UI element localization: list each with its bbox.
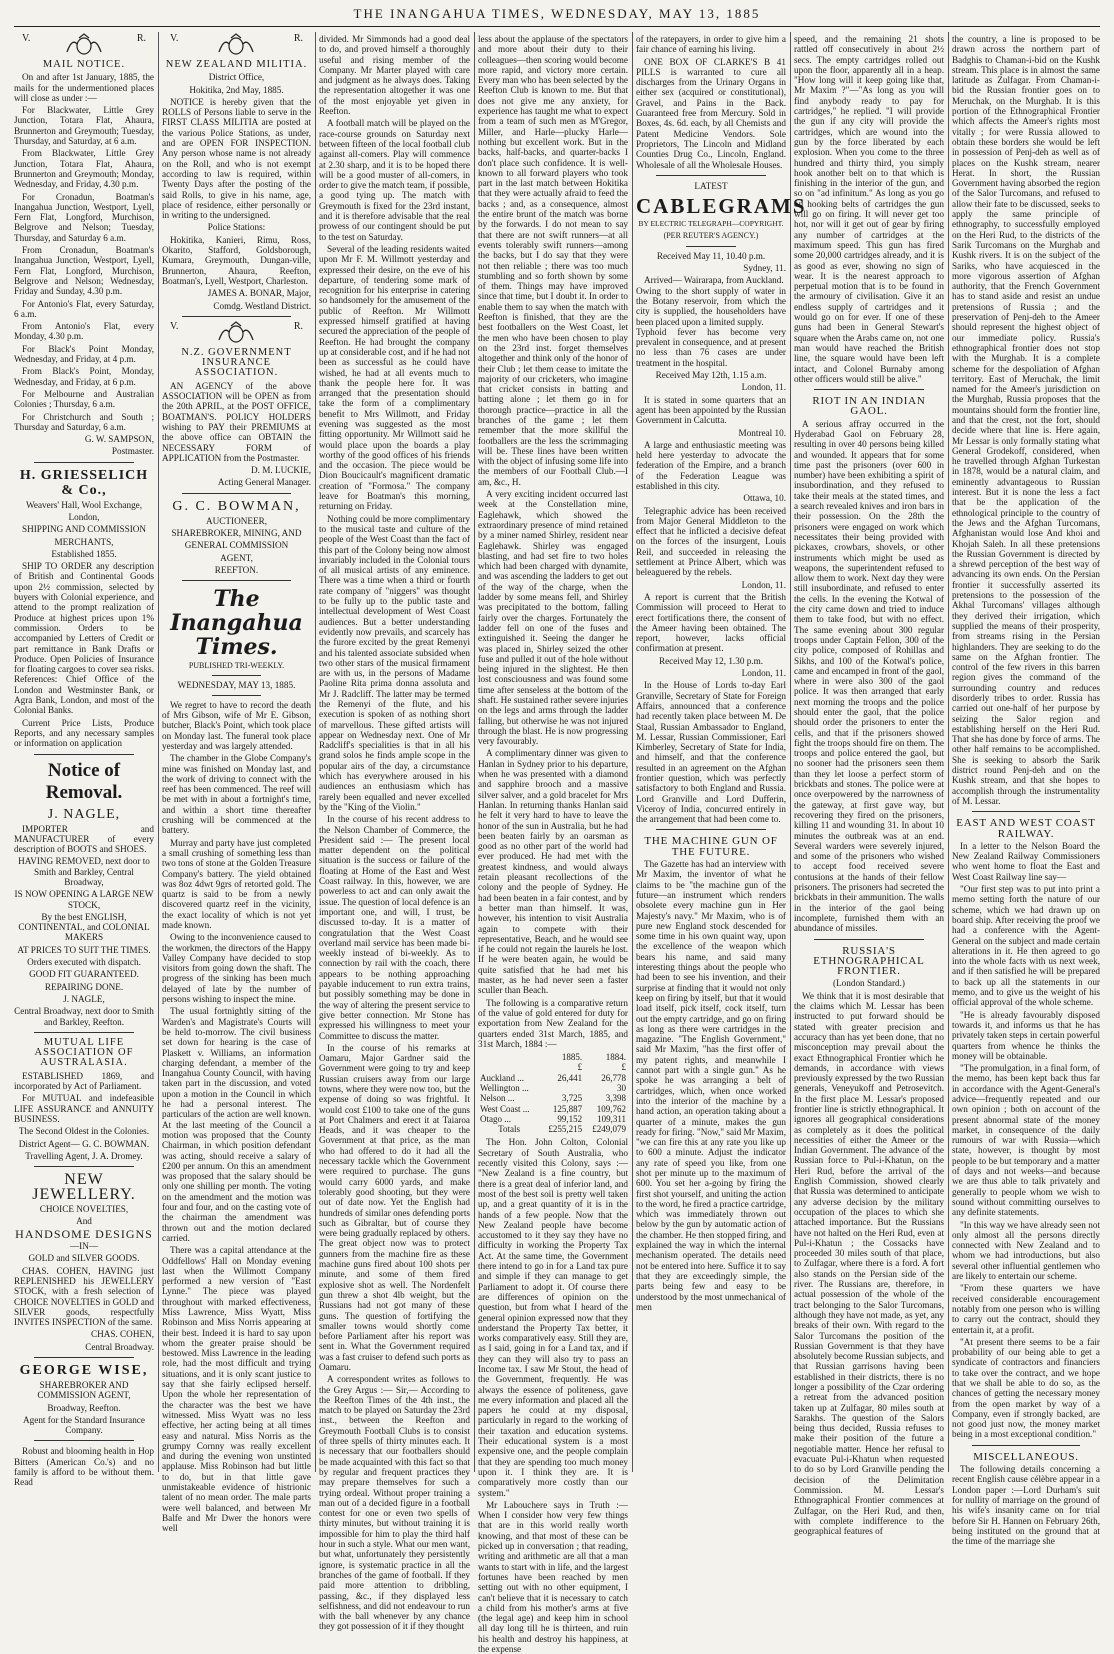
table-total-row [478, 1124, 628, 1134]
editorial-para: We regret to have to record the death of Mrs Gibson, wife of Mr E. Gibson, butcher, Black's Point, which took place on Monday last. The funeral took place yesterday and was largely attended. [162, 699, 311, 751]
wise-line: SHAREBROKER AND COMMISSION AGENT, [37, 1379, 131, 1401]
russia-source: (London Standard.) [833, 978, 905, 989]
cohen-signature: CHAS. COHEN, [90, 1329, 154, 1340]
cohen-address: Central Broadway. [85, 1341, 154, 1352]
section-rule [686, 246, 736, 247]
news-para: In a letter to the Nelson Board the New Zealand Railway Commissioners who went home to float the East and West Coast Railway line say— [952, 840, 1100, 882]
mail-para: For Black's Point Monday, Wednesday, and Friday, at 4 p.m. [14, 343, 154, 365]
news-para: The following is a comparative return of the value of gold entered for duty for exportation from New Zealand for the quarters ended 31st March, 1885, and 31st March, 1884 :— [478, 997, 628, 1049]
table-cell: £ [577, 1062, 583, 1073]
section-rule [34, 462, 134, 463]
news-para: The Hon. John Colton, Colonial Secretary of South Australia, who recently visited this Colony, says :— "New Zealand is a fine country, but there is a great deal of inferior land, and most of the best soil is pretty well taken up, and a great quantity of it is in the hands of a few people. Now that the New Zealand people have become accustomed to it they say they have no difficulty in working the Property Tax Act. At the same time, the Government there intend to go in for a Land tax pure and simple if they can manage to get Parliament to adopt it. Of course there are differences of opinion on the question, but from what I heard of the general opinion expressed now that they understand the Property Tax better, it works comparatively easy. Still they are, as I said, going in for a Land tax, and if they can they will also try to pass an Income tax. I saw Mr Stout, the head of the Government, frequently. He was always the essence of politeness, gave me every information and placed all the papers he could at my disposal, particularly in regard to the working of their taxation and education systems. Their educational system is a most expensive one, and the people complain that they are spending too much money upon it. I think they are. It is comparatively more costly than our system." [478, 1137, 628, 1498]
section-rule [972, 1445, 1080, 1446]
cable-place: London, 11. [741, 382, 786, 393]
column-divider [948, 32, 949, 1472]
editorial-para: Murray and party have just completed a small crushing of something less than two tons of stone at the Golden Treasure Company's battery. The yield obtained was 8oz 4dwt 9grs of retorted gold. The quartz is said to be from a newly discovered quartz reef in the vicinity, the exact locality of which is not yet made known. [162, 837, 311, 930]
section-rule [212, 675, 261, 676]
bowman-heading: G. C. BOWMAN, [172, 498, 301, 514]
section-rule [972, 811, 1080, 812]
table-cell: Nelson ... [480, 1093, 515, 1104]
table-cell: 30 [617, 1082, 626, 1093]
cohen-para: CHAS. COHEN, HAVING just REPLENISHED his JEWELLERY STOCK, with a fresh selection of CHOICE NOVELTIES in GOLD and SILVER goods, respectfully INVITES INSPECTION of the same. [14, 1265, 154, 1328]
royal-coat-of-arms-icon [216, 322, 256, 344]
crest-letter-v: V. [22, 33, 31, 44]
news-para: "From these quarters we have received considerable encouragement notably from one person who is willing to carry out the contract, should they entertain it, at a profit. [952, 1283, 1100, 1335]
cable-item [636, 251, 786, 368]
news-para: of the ratepayers, in order to give him a fair chance of earning his living. [636, 34, 786, 55]
news-para: Nothing could be more complimentary to the musical taste and culture of the people of the West Coast than the fact of this part of the Colony being now almost invariably included in the Colonial tours of all musical artists of any eminence. There was a time when a third or fourth rate company of "niggers" was thought to be fully up to the public taste and intellectual development of West Coast audiences. But a better understanding evidently now prevails, and scarcely has the furore excited by the great Remenyi and his talented associate subsided when two other stars of the musical firmament are with us, in the persons of Madame Paoline Rita prima donna assoluta and Mr J. Radcliff. The latter may be termed the Remenyi of the flute, and his execution is spoken of as nothing short of marvellous. These gifted artists will appear on Wednesday next. One of Mr Radcliff's specialities is that in all his grand solos he finds ample scope in the popular airs of the day, a circumstance which has everywhere aroused in his audiences an enthusiasm which has rarely been equalled and never excelled by the "King of the Violin." [319, 513, 470, 812]
removal-heading: Notice of Removal. [45, 759, 123, 803]
table-header-row [478, 1052, 628, 1062]
cable-received: Received May 12th, 1.15 a.m. [655, 370, 767, 381]
section-rule [182, 580, 291, 581]
masthead-rule [14, 26, 1100, 27]
militia-heading: NEW ZEALAND MILITIA. [165, 59, 308, 70]
mail-notice-body [14, 72, 154, 456]
mail-signature-title: Postmaster. [111, 446, 154, 457]
royal-crest-row [162, 322, 311, 344]
insurance-signature-title: Acting General Manager. [217, 477, 311, 488]
mail-para: From Antonio's Flat, every Monday, 4.30 p.m. [14, 321, 154, 342]
section-rule [34, 1032, 134, 1033]
cable-text: A large and enthusiastic meeting was held here yesterday to advocate the federation of the Empire, and a branch of the Federation League was established in this city. [636, 439, 786, 491]
news-para: A very exciting incident occurred last week at the Constellation mine, Eaglehawk, which showed the extraordinary presence of mind retained by a miner named Shirley, resident near Eaglehawk. Shirley was engaged blasting, and had set fire to two holes which had been charged with dynamite, and was ascending the ladders to get out of the way of the charge, when the ladder by some means fell, and Shirley was precipitated to the bottom, falling fairly over the charges. Fortunately the ladder fell on one of the fuses and extinguished it. Seeing the danger he was placed in, Shirley seized the other fuse and pulled it out of the hole without being injured in the slightest. He then lost consciousness and was found some time after senseless at the bottom of the shaft. He sustained rather severe injuries on the legs and arms through the ladder falling, but otherwise he was not injured through the blast. He is now progressing very favourably. [478, 489, 628, 747]
mail-para: For Blackwater, Little Grey Junction, Totara Flat, Ahaura, Brunnerton and Greymouth; Tuesday, Thursday, and Saturday, at 6 a.m. [14, 105, 154, 147]
clarke-pills-para: ONE BOX OF CLARKE'S B 41 PILLS is warranted to cure all discharges from the Urinary Organs in either sex (acquired or constitutional), Gravel, and Pains in the Back. Guaranteed free from Mercury. Sold in Boxes, 4s. 6d. each, by all Chemists and Patent Medicine Vendors. Sole Proprietors, The Lincoln and Midland Counties Drug Co., Lincoln, England. Wholesale of all the Wholesale Houses. [636, 56, 786, 170]
jewellery-line: GOLD and SILVER GOODS. [28, 1253, 140, 1264]
table-cell: £ [621, 1062, 626, 1073]
newspaper-subtitle: PUBLISHED TRI-WEEKLY. [188, 661, 285, 671]
nagle-para: IS NOW OPENING A LARGE NEW STOCK, [14, 889, 154, 910]
column-5 [636, 34, 807, 1470]
crest-letter-r: R. [293, 320, 303, 332]
griesselich-line: London, [68, 511, 100, 522]
cable-received: Received May 11, 10.40 p.m. [656, 250, 766, 261]
nagle-heading: J. NAGLE, [47, 806, 121, 822]
cable-item [636, 656, 786, 825]
mutual-life-para: ESTABLISHED 1869, and incorporated by Act of Parliament. [14, 1070, 154, 1092]
mail-para: For Antonio's Flat, every Saturday, 6 a.m. [14, 298, 154, 319]
column-divider [474, 32, 475, 1472]
cable-text: It is stated in some quarters that an agent has been appointed by the Russian Government in Calcutta. [636, 394, 786, 426]
nagle-para: REPAIRING DONE. [44, 981, 124, 992]
insurance-signature: D. M. LUCKIE, [251, 465, 311, 476]
table-cell: West Coast ... [480, 1103, 530, 1114]
table-cell: 3,398 [605, 1093, 626, 1104]
column-1 [14, 33, 154, 1488]
table-cell: 125,887 [552, 1103, 583, 1114]
news-para: the country, a line is proposed to be drawn across the northern part of Badghis to Chaman-i-bid on the Kushk stream. This place is in almost the same latitude as Zulfagar. From Chaman-i-bid the Russian frontier goes on to Meruchak, on the Murghab. It is this portion of the Ethnographical Frontier which affects the Ameer's rights most vitally ; for were Russia allowed to obtain these borders she would be left in possession of Penj-deh as well as of places on the Kushk stream, nearer Herat. In short, the Russian Government having absorbed the region of the Salor Turcomans, and refused to allow their fate to be discussed, seeks to apply the same principle of ethnography, to successfully employed on the Heri Rud, to the districts of the Sarik Turcomans on the Murghab and Kushk rivers. It is on the subject of the Sariks, who have acquiesced in the more vigorous assertion of Afghan authority, that the French Government has to stand aside and resist an undue pretensions of Russia ; and the preservation of Penj-deh to the Ameer should represent the highest object of our immediate policy. Russia's ethnographical frontier does not stop with the Murghab. It is a complete scheme for the despoliation of Afghan territory. East of Meruchak, the limit named for the Ameer's jurisdiction on the Murghab, Russia proposes that the mountains should form the frontier line, and that the crest, not the fort, should decide where that line is. Here again, Mr Lessar is only formally stating what General Grodekoff, considered, when he travelled through Afghan Turkestan in 1878, would be a natural claim, and eminently advantageous to Russian interest. But it is none the less a fact that be the application of the ethnological principle to the country of the Jews and the Afghan Turcomans, Afghanistan would lose And khoi and Khojah Saleh. In all these pretensions the Russian Government is directed by a shrewd perception of the best way of advancing its own ends. On the Persian frontier it successfully asserted its pretensions to the possession of the Akhal Turcomans' villages although they derived their irrigation, which supplied the means of their prosperity, from streams rising in the Persian highlanders. They are seeking to do the same on the Afghan frontier. The control of the few rivers in this barren region gives the command of the surrounding country and reduces disorderly tribes to order. Russia has carried out one-half of her purpose by seizing the Salor region and establishing herself on the Heri Rud. That she has done by force of arms. The other half remains to be accomplished. She is seeking to absorb the Sarik district round Penj-deh and on the Kushk stream, and that she hopes to accomplish through the instrumentality of M. Lessar. [952, 34, 1100, 806]
news-para: A serious affray occurred in the Hyderabad Gaol on February 28, resulting in over 40 persons being killed and wounded. It appears that for some time past the prisoners (over 600 in number) have been exhibiting a spirit of insubordination, and they refused to take their meals at the stated times, and a search revealed knives and iron bars in their possession. On the 28th the prisoners were engaged on work which necessitates their being provided with pickaxes, crowbars, shovels, or other instruments which might be used as weapons, the superintendent refused to allow them to work. Next day they were still insubordinate, and refused to enter the cells. In the evening the Kotwal of the city came down and tried to induce them to take food, but with no effect. The same evening about 300 regular troops under Captain Fellon, 300 of the city police, composed of Rohillas and Sikhs, and 100 of the Kotwal's police, came and encamped in front of the gaol, where in were also 300 of the gaol police. It was then arranged that early next morning the troops and the police should enter the gaol, that the police should order the prisoners to enter the cells, and that if the prisoners showed fight the troops should fire on them. The troops and police entered the gaol, but no sooner had the prisoners seen them than they let loose a perfect storm of brickbats and stones. The police were at once overpowered by the narrowness of the gateway, at first gave way, but recovering they fired on the prisoners, killing 11 and wounding 31. In about 10 minutes the outbreak was at an end. Several warders were severely injured, and some of the prisoners who wished to accept food received severe contusions at the hands of their fellow prisoners. The prisoners had secreted the brickbats in their ammunition. The walls in the interior of the gaol being incomplete, furnished them with an abundance of missiles. [794, 418, 944, 934]
column-4 [478, 34, 628, 1654]
bowman-line: REEFTON. [214, 564, 259, 575]
cable-item [636, 428, 786, 492]
column-divider [158, 32, 159, 1472]
table-cell: 109,762 [596, 1103, 626, 1114]
cablegrams-latest: LATEST [694, 180, 728, 191]
column-divider [315, 32, 316, 1472]
column-6 [794, 34, 944, 1537]
table-cell: 26,778 [601, 1072, 626, 1083]
militia-stations: Hokitika, Kanieri, Rimu, Ross, Okarito, Stafford, Goldsborough, Kumara, Greymouth, Dungan-ville, Brunnerton, Ahaura, Reefton, Boatman's, Lyell, Westport, Charleston. [162, 234, 311, 286]
machine-gun-heading: THE MACHINE GUN OF THE FUTURE. [644, 835, 778, 858]
section-rule [212, 695, 261, 696]
table-cell: 3,725 [561, 1093, 583, 1104]
table-currency-row [478, 1062, 628, 1072]
table-row [478, 1104, 628, 1114]
insurance-heading: N.Z. GOVERNMENT INSURANCE ASSOCIATION. [181, 346, 292, 379]
newspaper-date: WEDNESDAY, MAY 13, 1885. [177, 680, 296, 691]
cable-text: A report is current that the British Commission will proceed to Herat to erect fortifications there, the consent of the Ameer having been obtained. The report, however, lacks official confirmation at present. [636, 591, 786, 654]
nagle-para: Orders executed with dispatch. [27, 957, 141, 968]
cable-place: Sydney, 11. [743, 263, 786, 274]
column-3 [319, 34, 470, 1632]
militia-date: Hokitika, 2nd May, 1885. [189, 84, 284, 95]
nagle-para: AT PRICES TO SUIT THE TIMES. [17, 944, 151, 955]
table-row [478, 1083, 628, 1093]
section-rule [814, 939, 924, 940]
news-para: "In this way we have already seen not only almost all the persons directly connected with New Zealand and to whom we had introductions, but also several other influential gentlemen who are likely to entertain our scheme. [952, 1219, 1100, 1282]
cable-place: Montreal 10. [738, 427, 786, 438]
jewellery-heading: NEW JEWELLERY. [32, 1171, 136, 1204]
news-para: We think that it is most desirable that the claims which M. Lessar has been instructed to put forward should be stated with greater precision and accuracy than has yet been done, that no misconception may prevail about the exact Ethnographical Frontier which he demands, in accordance with views previously expressed by the two Russian generals, Veneyukoff and Petrosevitch. In the first place M. Lessar's proposed frontier line is strictly ethnographical. It ignores all geographical considerations as completely as it does the political necessities of either the Ameer or the Indian Government. The advance of the Russian force to Pul-i-Khatun, on the Heri Rud, before the arrival of the English Commission, showed clearly that Russia was determined to anticipate any adverse decision by the military occupation of the places to which she attached importance. But the Russians have not halted on the Heri Rud, even at Pul-i-Khatun ; the Cossacks have proceeded 30 miles south of that place, to Zulfagar, where there is a ford. A fort also stands on the Persian side of the river. The Russians are, therefore, in actual possession of the whole of the tract belonging to the Salor Turcomans, although they have not made, as yet, any breaks of their own. With regard to the Salor Turcomans the position of the Russian Government is that they have absolutely become Russian subjects, and that Russian garrisons having been established in their districts, there is no longer a possibility of the Czar ordering a retreat from the advanced position taken up at Zulfagar, 80 miles south at Sarakhs. The question of the Salors being thus decided, Russia refuses to make their position of the future a negotiable matter. Hence her refusal to evacuate Pul-i-Khatun when requested to do so by Lord Granville pending the decision of the Delimitation Commission. M. Lessar's Ethnographical Frontier commences at Zulfagar, on the Heri Rud, and then, with complete indifference to the geographical features of [794, 990, 944, 1537]
section-rule [34, 1440, 134, 1441]
section-rule [656, 175, 766, 176]
news-para: In the course of his recent address to the Nelson Chamber of Commerce, the President said :— The present local matter dependent on the political situation is the success or failure of the floating at Home of the East and West Coast railway. In this, however, we are powerless to act and can only await the issue. The question of local defence is an important one, and will, I trust, be discussed to-day. It is a matter of congratulation that the West Coast overland mail service has been made bi-weekly instead of bi-weekly. As to connection by rail with the coach, there appears to be nothing approaching payable inducement to run extra trains, but possibly something may be done in the way of altering the present service to give better connection. Mr Stone has expressed his willingness to meet your Committee to discuss the matter. [319, 814, 470, 1041]
railway-heading: EAST AND WEST COAST RAILWAY. [956, 817, 1096, 840]
royal-crest-row [162, 34, 311, 56]
russia-heading: RUSSIA'S ETHNOGRAPHICAL FRONTIER. [813, 944, 925, 978]
mutual-life-para: District Agent— G. C. BOWMAN. [18, 1138, 150, 1149]
news-para: A correspondent writes as follows to the Grey Argus :— Sir,— According to the Reefton Times of the 4th inst., the match to be played on Saturday the 23rd inst., between the Reefton and Greymouth Football Clubs is to consist of three spells of thirty minutes each. It is necessary that our footballers should be made acquainted with this fact so that by regular and frequent practices they may prepare themselves for such a trying ordeal. Without proper training a man out of a decided figure in a football contest for one or even two spells of thirty minutes, but without training it is impossible for him to play the third half hour in such a style. What our men want, but what, unfortunately they persistently ignore, is systematic practice in all the branches of the game of football. If they paid more attention to dribbling, passing, &c., if they displayed less selfishness, and did not endeavour to run with the ball whenever by any chance they got possession of it if they thought [319, 1374, 470, 1632]
news-para: "The promulgation, in a final form, of the memo, has been kept back thus far in accordance with the Agent-General's advice—frequently repeated and our own opinion ; both on account of the present abnormal state of the money market, in consequence of the daily rumours of war with Russia—which state, however, is thought by most people to be but temporary and a matter of days and not weeks—and because we are thus able to talk privately and generally to people whom we wish to sound without committing ourselves to any definite statements. [952, 1063, 1100, 1218]
news-para: Several of the leading residents waited upon Mr F. M. Willmott yesterday and expressed their desire, on the eve of his departure, of tendering some mark of recognition for his enterprise in catering so handsomely for the amusement of the public of Reefton. Mr Willmott expressed himself gratified at having secured the appreciation of the people of Reefton. He had brought the company up at considerable cost, and if he had not been as successful as he could have wished, he had at all events much to thank the people here for. It was arranged that the presentation should take the form of a complimentary benefit to Mrs Willmott, and Friday evening was suggested as the most fitting opportunity. Mr Willmott said he would place upon the boards a play worthy of the good offices of his friends and the occasion. The piece would be Dion Boucicault's magnificent dramatic creation of "Formosa." The company leave for Boatman's this morning, returning on Friday. [319, 243, 470, 512]
mutual-life-para: For MUTUAL and indefeasible LIFE ASSURANCE and ANNUITY BUSINESS. [14, 1093, 154, 1124]
cable-place: London, 11. [741, 668, 786, 679]
table-row [478, 1073, 628, 1083]
nagle-para: GOOD FIT GUARANTEED. [29, 969, 139, 980]
table-cell: Auckland ... [480, 1072, 524, 1083]
section-rule [182, 316, 291, 317]
nagle-para: IMPORTER and MANUFACTURER of every description of BOOTS and SHOES. [14, 823, 154, 855]
cable-text: Telegraphic advice has been received from Major General Middleton to the effect that he inflicted a decisive defeat on the forces of the insurgent, Louis Reil, and succeeded in releasing the settlement at Prince Albert, which was beleaguered by the rebels. [636, 505, 786, 578]
wise-line: Agent for the Standard Insurance Company. [23, 1414, 145, 1436]
cablegrams-subtitle: BY ELECTRIC TELEGRAPH—COPYRIGHT. [638, 219, 784, 229]
table-cell: 26,441 [557, 1072, 583, 1083]
wise-heading: GEORGE WISE, [19, 1362, 149, 1378]
royal-coat-of-arms-icon [64, 34, 104, 56]
table-header-cell: 1885. [561, 1052, 583, 1063]
jewellery-line: And [76, 1216, 92, 1227]
griesselich-line: SHIPPING AND COMMISSION [21, 524, 147, 535]
table-header-cell: 1884. [605, 1052, 626, 1063]
column-divider [790, 32, 791, 1472]
news-para: divided. Mr Simmonds had a good deal to do, and proved himself a thoroughly useful and rising member of the Company. Mr Marter played with care and judgment as he always does. Taking the representation altogether it was one of the most enjoyable yet given in Reefton. [319, 34, 470, 117]
bowman-line: SHAREBROKER, MINING, AND [171, 527, 302, 538]
table-cell: Wellington ... [480, 1082, 529, 1093]
table-row [478, 1114, 628, 1124]
wise-line: Broadway, Reefton. [47, 1402, 121, 1413]
cable-item [636, 370, 786, 425]
news-para: "Our first step was to put into print a memo setting forth the nature of our scheme, which we had drawn up on board ship. After receiving the proof we had a conference with the Agent-General on the subject and made certain alterations in it. He then agreed to go into the whole facts with us next week, and if then satisfied he will be prepared to back up all the statements in our memo, and to give us the weight of his official approval of the whole scheme. [952, 884, 1100, 1008]
mail-signature: G. W. SAMPSON, [84, 434, 154, 445]
jewellery-line: CHOICE NOVELTIES, [39, 1204, 129, 1215]
gold-export-table [478, 1052, 628, 1134]
section-rule [814, 389, 924, 390]
table-cell: 99,152 [557, 1113, 583, 1124]
bowman-line: AGENT, [220, 552, 253, 563]
griesselich-line: Established 1855. [51, 548, 117, 559]
editorial-para: The usual fortnightly sitting of the Warden's and Magistrate's Courts will be held to-morrow. The civil business set down for hearing is the case of Plaskett v. Williams, an information charging defendant, a member of the Inangahua County Council, with having taken part in the discussion, and voted upon a motion in the Council in which he had a personal interest. The particulars of the action are well known. At the last meeting of the Council a motion was proposed that the County Chairman, in which position defendant was acting, should receive a salary of £200 per annum. On this an amendment was proposed that the salary should be only one shilling per month. The voting on the amendment and the motion was four and four, and on the casting vote of the chairman the amendment was thrown out and the motion declared carried. [162, 1006, 311, 1243]
nagle-address: Central Broadway, next door to Smith and Barkley, Reefton. [14, 1006, 154, 1027]
news-para: less about the applause of the spectators and more about their duty to their colleagues—then scoring would become more rapid, and victory more certain. Every man who has been selected by the Reefton Club is known to me. But that does not give me any anxiety, for experience has taught me what to expect from a team of such men as M'Gregor, Miller, and Harle—plucky Harle—nothing but excellent work. But in the backs, half-backs, and quarter-backs I don't place such confidence. It is well-known to all forward players who took part in the last match between Hokitika that they were actually afraid to feed the backs ; and, as a consequence, almost the entire brunt of the match was borne by the forwards. I do not mean to say that there are not swift runners—at all events tolerably swift runners—among the backs, but I do say that they were not then reliable ; there was too much stumbling and so forth shown by some of them. Things may have improved since that time, but I doubt it. In order to enable them to say when the match with Reefton is finished, that they are the best footballers on the West Coast, let the men who have been chosen to play on the 23rd inst. forget themselves altogether and think only of the honor of their Club ; let them cease to imitate the majority of our cricketers, who imagine that cricket consists in batting and batting alone ; let them go in for thorough practice—practice in all the branches of the game ; let them remember that the more skillful the footballers are the less the scrimmaging will be. These lines have been written with the object of infusing some life into the members of our Football Club.—I am, &c., H. [478, 34, 628, 487]
militia-para: NOTICE is hereby given that the ROLLS of Persons liable to serve in the FIRST CLASS MILITIA are posted at the various Police Stations, as under, and are OPEN FOR INSPECTION. Any person whose name is not already on the Roll, and who is not exempt according to law is required, within Twenty Days after the posting of the said Rolls, to give in his name, age, place of residence, either personally or in writing to the undersigned. [162, 96, 311, 221]
riot-heading: RIOT IN AN INDIAN GAOL. [812, 395, 926, 418]
griesselich-line: MERCHANTS, [54, 536, 114, 547]
militia-office: District Office, [208, 72, 265, 83]
table-cell: £249,079 [592, 1124, 626, 1135]
crest-letter-r: R. [136, 33, 146, 44]
cable-place: London, 11. [741, 579, 786, 590]
table-cell [540, 1083, 584, 1093]
page-masthead: THE INANGAHUA TIMES, WEDNESDAY, MAY 13, 1885 [353, 6, 761, 21]
cablegrams-agency: (PER REUTER'S AGENCY.) [663, 231, 759, 241]
column-7 [952, 34, 1100, 1547]
nagle-signature: J. NAGLE, [63, 993, 105, 1004]
newspaper-title: The Inangahua Times. [170, 586, 303, 661]
griesselich-para: SHIP TO ORDER any description of British and Continental Goods upon 2½ commission, selected by buyers with Colonial experience, and attend to the prompt realization of Produce at highest prices upon 1% commission. Orders to be accompanied by Letters of Credit or part remittance in Bank Drafts or Produce. Open Policies of Insurance for floating cargoes to cover sea risks. References: Chief Office of the London and Westminster Bank, or Agra Bank, London, and most of the Colonial Banks. [14, 561, 154, 716]
griesselich-line: Weavers' Hall, Wool Exchange, [25, 499, 143, 510]
editorial-para: Owing to the inconvenience caused to the workmen, the directors of the Happy Valley Company have decided to stop visitors from going down the shaft. The progress of the sinking has been much delayed of late by the number of persons wishing to inspect the mine. [162, 932, 311, 1005]
royal-coat-of-arms-icon [216, 34, 256, 56]
mail-para: For Cronadun, Boatman's Inangahua Junction, Westport, Lyell, Fern Flat, Longford, Murchison, Belgrove and Nelson; Tuesday, Thursday, and Saturday 6 a.m. [14, 191, 154, 243]
jewellery-line: HANDSOME DESIGNS [15, 1226, 153, 1241]
cablegrams-heading: CABLEGRAMS [636, 194, 807, 219]
cable-item [636, 493, 786, 577]
griesselich-heading: H. GRIESSELICH & Co., [19, 467, 149, 498]
cable-place: Ottawa, 10. [743, 493, 786, 504]
news-para: "He is already favourably disposed towards it, and informs us that he has privately taken steps in certain powerful quarters from whence he thinks the money will be obtainable. [952, 1009, 1100, 1061]
mutual-life-para: The Second Oldest in the Colonies. [18, 1126, 150, 1137]
section-rule [656, 829, 766, 830]
militia-signature-title: Comdg. Westland District. [213, 300, 311, 311]
section-rule [34, 1357, 134, 1358]
insurance-para: AN AGENCY of the above ASSOCIATION will be OPEN as from the 20th APRIL, at the POST OFFICE, BOATMAN'S. POLICY HOLDERS wishing to PAY their PREMIUMS at the above office can OBTAIN the NECESSARY FORM of APPLICATION from the Postmaster. [162, 380, 311, 463]
column-divider [632, 32, 633, 1472]
news-para: The following details concerning a recent English cause célèbre appear in a London paper :—Lord Durham's suit for nullity of marriage on the ground of his wife's insanity came on for trial before Sir H. Hannen on February 26th, being instituted on the ground that at the time of the marriage she [952, 1464, 1100, 1547]
editorial-para: There was a capital attendance at the Oddfellows' Hall on Monday evening last when the Willmott Company performed a new version of "East Lynne." The piece was played throughout with marked effectiveness, Miss Lawrence, Miss Wyatt, Miss Robinson and Miss Norris appearing at their best. Indeed it is hard to say upon whom the greater praise should be bestowed. Miss Lawrence in the leading role, had the most difficult and trying situations, and it is only scant justice to say that she fairly eclipsed herself. Upon the whole her representation of the character was the best we have witnessed. Miss Wyatt was no less effective, her acting being at all times easy and natural. Miss Norris as the grumpy Cornny was really excellent and during the evening won unstinted applause. Miss Robinson had but little to do, but in that little gave unmistakeable evidence of histrionic talent of no mean order. The male parts were well balanced, and between Mr Balfe and Mr Dwer the honors were well [162, 1245, 311, 1534]
nagle-para: By the best ENGLISH, CONTINENTAL, and COLONIAL MAKERS [18, 911, 150, 943]
cable-received: Received May 12, 1.30 p.m. [658, 655, 764, 666]
jewellery-line: —IN— [69, 1241, 99, 1252]
cable-item [636, 580, 786, 654]
bowman-line: GENERAL COMMISSION [184, 540, 289, 551]
cable-text: In the House of Lords to-day Earl Granville, Secretary of State for Foreign Affairs, announced that a conference had recently taken place between M. De Staal, Russian Ambassador to England, M. Lessar, Russian Commissioner, Earl Kimberley, Secretary of State for India, and himself, and that the conference resulted in an agreement on the Afghan frontier question, which was perfectly satisfactory to both England and Russia. Lord Granville and Lord Dufferin, Viceroy of India, concurred entirely in the arrangement that had been come to. [636, 680, 786, 825]
miscellaneous-heading: MISCELLANEOUS. [973, 1450, 1079, 1463]
mail-notice-heading: MAIL NOTICE. [42, 59, 126, 70]
news-para: speed, and the remaining 21 shots rattled off consecutively in about 2½ secs. The empty cartridges rolled out upon the floor, apparently all in a heap. "How long will it keep going like that, Mr Maxim ?"—"As long as you will find anybody ready to pay for cartridges," he replied. "I will provide the gun if any city will provide the cartridges, which are wound into the gun by the force liberated by each explosion. When you come to the three hundred and thirty third, you simply hook another belt on to that which is finishing in the interior of the gun, and so on "ad infinitum." As long as you go on hooking belts of cartridges the gun will go on firing. It will never get too hot, nor will it get out of gear by firing any number of cartridges at the maximum speed. This gun has fired some 20,000 cartridges already, and it is as good as ever, showing no sign of wear. It is the nearest approach to perpetual motion that is to be found in the armoury of civilisation. Give it an endless supply of cartridges and it would go on for ever. If one of these guns had been in General Stewart's square when the Arabs came on, not one man would have reached the British line, the square would have been left intact, and Colonel Burnaby among other officers would still be alive." [794, 34, 944, 384]
news-para: In the course of his remarks at Oamaru, Major Gardner said the Government were going to try and keep Russian cruisers away from our large towns, where they were now too, but the expense of doing so was frightful. It would cost £100 to take one of the guns at Port Chalmers and erect it at Taiaroa Heads, and it was cheaper to the Government at that price, as the man who had offered to do it had all the necessary tackle which the Government were required to purchase. The guns would carry 6000 yards, and make tolerably good shooting, but they were out of date now. Yet the English had hundreds of similar ones defending ports such as Gibraltar, but of course they were being gradually replaced by others. The great object now was to protect gunners from the machine fire as these machine guns fired about 100 shots per minute, and some of them fired explosive shot as well. The Nordenfelt gun threw a shot 4lb weight, but the Russians had not got many of these guns. The question of fortifying the smaller towns would shortly come before Parliament after his report was sent in. What the Government required was a fast cruiser to defend such ports as Oamaru. [319, 1042, 470, 1372]
mutual-life-heading: MUTUAL LIFE ASSOCIATION OF AUSTRALASIA. [34, 1036, 134, 1069]
cable-text: Arrived— Wairarapa, from Auckland. Owing to the short supply of water in the Botany reservoir, from which the city is supplied, the householders have been placed upon a limited supply. Typhoid fever has become very prevalent in consequence, and at present no less than 76 cases are under treatment in the hospital. [636, 275, 786, 368]
nagle-para: HAVING REMOVED, next door to Smith and Barkley, Central Broadway, [18, 856, 150, 887]
mutual-life-para: Travelling Agent, J. A. Dromey. [25, 1150, 143, 1161]
mail-para: For Melbourne and Australian Colonies ; Thursday, 6 a.m. [14, 388, 154, 410]
royal-crest-row [14, 34, 154, 56]
crest-letter-v: V. [170, 33, 179, 44]
news-para: Mr Labouchere says in Truth :— When I consider how very few things that are in this world really worth knowing, and that most of these can be picked up in conversation ; that reading, writing and arithmetic are all that a man wants to start with in life, and the largest fortunes have been reached by men setting out with no other equipment, I can't believe that it is necessary to catch a child from his mother's arms at five (the legal age) and keep him in school all day long till he is thirteen, and ruin his health and destroy his happiness, at the expense [478, 1499, 628, 1654]
section-rule [34, 1166, 134, 1167]
table-cell: Otago ... [480, 1113, 511, 1124]
hop-bitters-para: Robust and blooming health in Hop Bitters (American Co.'s) and no family is afford to be without them. Read [14, 1446, 154, 1488]
mail-para: On and after 1st January, 1885, the mails for the undermentioned places will close as under :— [14, 72, 154, 103]
crest-letter-r: R. [293, 33, 303, 44]
news-para: A complimentary dinner was given to Hanlan in Sydney prior to his departure, when he was presented with a diamond and sapphire brooch and a massive silver salver, and a gold bracelet for Mrs Hanlan. In returning thanks Hanlan said he felt it very hard to have to leave the honor of the sun in Australia, but he had been beaten fairly by an oarsman as good as no other part of the world had ever produced. He had met with the greatest kindness, and would always retain pleasant recollections of the colony and the people of Sydney. He had been beaten in a fair contest, and by a better man than himself. It was, however, his intention to visit Australia again to compete with their representative, Beach, and he would see if he could not regain the laurels he lost. If he were beaten again, he would be quite satisfied that he had met his master, as he had never seen a faster sculler than Beach. [478, 748, 628, 996]
section-rule [182, 493, 291, 494]
crest-letter-v: V. [170, 320, 179, 332]
militia-stations-heading: Police Stations: [207, 222, 266, 233]
news-para: "At present there seems to be a fair probability of our being able to get a syndicate of contractors and financiers to take over the contract, and we hope that we shall be able to do so, as the chances of getting the necessary money from the open market by way of a Company, even if strongly backed, are not good just now, the money market being in a most exceptional condition." [952, 1336, 1100, 1440]
table-cell: Totals [498, 1124, 521, 1135]
news-para: The Gazette has had an interview with Mr Maxim, the inventor of what he claims to be "the machine gun of the future—an instrument which renders obsolete every machine gun in Her Majesty's navy." Mr Maxim, who is of pure new England stock descended for some time in his own quaint way, upon the excellence of the weapon which bears his name, and said many interesting things about the people who had been to see his invention, and their surprise at finding that it would not only keep on firing by itself, but that it would load itself, pick itself, cock itself, turn out the empty cartridge, and go on firing as long as there were cartridges in the magazine. "The English Government," said Mr Maxim, "has the first offer of my patent rights, and meanwhile I cannot part with a single gun." As he spoke he was arranging a belt of cartridges, which, when once worked into the interior of the machine by a hand action, an operation taking about a quarter of a minute, makes the gun ready for firing. "Now," said Mr Maxim, "we can fire this at any rate you like up to 600 a minute. Adjust the indicator any rate of speed you like, from one shot per minute up to the maximum of 600. You set her a-going by firing the first shot yourself, and uniting the action to the word, he fired a practice cartridge, which was immediately thrown out below by the gun by automatic action of the chamber. He then stopped firing, and explained the way in which the internal mechanism operated. The details need not be entered into here. Suffice it to say that they are exceedingly simple, the parts being few and easy to be understood by the most unmechanical of men [636, 859, 786, 1312]
mail-para: For Christchurch and South ; Thursday and Saturday, 6 a.m. [14, 411, 154, 432]
editorial-para: The chamber in the Globe Company's mine was finished on Monday last, and the work of driving to connect with the reef has been commenced. The reef will be met with in about a fortnight's time, and within a short time thereafter crushing will be commenced at the battery. [162, 753, 311, 836]
mail-para: From Black's Point, Monday, Wednesday, and Friday, at 6 p.m. [14, 366, 154, 387]
mail-para: From Blackwater, Little Grey Junction, Totara Flat, Ahaura, Brunnerton and Greymouth; Monday, Wednesday, and Friday, 4.30 p.m. [14, 148, 154, 190]
column-2 [162, 33, 311, 1534]
news-para: A football match will be played on the race-course grounds on Saturday next between fifteen of the local football club against all-comers. Play will commence at 2.30 sharp, and it is to be hoped there will be a good muster of all-comers, in order to give the match team, if possible, a good tying up. The match with Greymouth is fixed for the 23rd instant, and it is therefore advisable that the real prowess of our contingent should be put to the test on Saturday. [319, 118, 470, 242]
table-cell: £255,215 [548, 1124, 583, 1135]
militia-signature: JAMES A. BONAR, Major, [207, 288, 311, 299]
mail-para: From Cronadun, Boatman's Inangahua Junction, Westport, Lyell, Fern Flat, Longford, Murchison, Belgrove and Nelson; Wednesday, Friday and Sunday, 4.30 p.m. [14, 245, 154, 297]
bowman-line: AUCTIONEER, [206, 515, 267, 526]
griesselich-para: Current Price Lists, Produce Reports, and any necessary samples or information on application [14, 717, 154, 749]
table-row [478, 1093, 628, 1103]
section-rule [34, 754, 134, 755]
table-cell: 109,311 [597, 1113, 626, 1124]
